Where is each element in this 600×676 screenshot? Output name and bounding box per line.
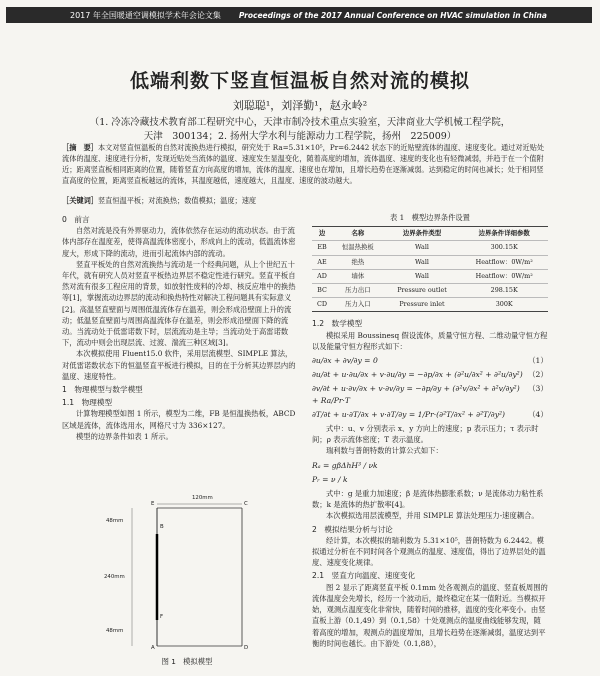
affiliation-line-2: 天津 300134；2. 扬州大学水利与能源动力工程学院，扬州 225009） (143, 131, 457, 142)
table-cell: 300.15K (460, 241, 548, 255)
keywords-text: 竖直恒温平板；对流换热；数值模拟；温度；速度 (97, 196, 257, 205)
table-cell: CD (312, 298, 332, 312)
equation-2 (312, 369, 548, 380)
subsection-heading: 2.1 竖直方向温度、速度变化 (312, 571, 416, 581)
height-label: 48mm (106, 518, 124, 524)
equation-body: ∂u/∂x + ∂v/∂y = 0 (312, 356, 378, 366)
table-cell: Pressure outlet (384, 284, 461, 298)
point-label: F (160, 614, 164, 620)
paragraph: 计算物理模型如图 1 所示，模型为二维，FB 是恒温换热板，ABCD 区域是流体，流体选用水，网格尺寸为 336×127。 (62, 409, 296, 430)
width-label: 120mm (192, 495, 213, 501)
table-row (312, 284, 548, 298)
table-cell: AE (312, 255, 332, 269)
equation-1 (312, 355, 548, 366)
table-cell: Heatflow：0W/m² (460, 255, 548, 269)
paragraph: 本次模拟选用层流模型，并用 SIMPLE 算法处理压力-速度耦合。 (326, 511, 539, 521)
equation-body: ∂T/∂t + u·∂T/∂x + v·∂T/∂y = 1/Pr·(∂²T/∂x² + ∂²T/∂y²) (312, 409, 505, 419)
paper-title: 低端利数下竖直恒温板自然对流的模拟 (129, 70, 470, 92)
point-label: D (244, 645, 249, 651)
subsection-heading: 1.1 物理模型 (62, 398, 113, 408)
table-cell: Wall (384, 255, 461, 269)
table-cell: 恒温热换板 (332, 241, 384, 255)
section-heading: 1 物理模型与数学模型 (62, 385, 143, 395)
model-schematic (102, 500, 272, 648)
paragraph: 式中：u、v 分别表示 x、y 方向上的速度；p 表示压力；τ 表示时间；ρ 表示流体密度；T 表示温度。 (312, 424, 539, 445)
section-heading: 0 前言 (62, 215, 90, 224)
figure-model-diagram (102, 495, 272, 651)
table-header-row (312, 227, 548, 241)
table-row (312, 269, 548, 283)
paragraph: 竖直平板处的自然对流换热与流动是一个经典问题，从上个世纪五十年代，就有研究人员对竖直平板热边界层不稳定性进行研究。竖直平板自然对流有很多工程应用的背景，如放射性废料的冷却、核反应堆中的换热等[1]，掌握流动边界层的流动和换热特性对解决工程问题具有实际意义[2]。高温竖直壁面与周围低温流体存在温差，则会形成沿壁面上升的流动；低温竖直壁面与周围高温流体存在温差，则会形成沿壁面下降的流动。当流动处于低雷诺数下时，层流流动是主导；当流动处于高雷诺数下，流动中则会出现层流、过渡、湍流三种区域[3]。 (62, 259, 296, 348)
point-label: C (244, 501, 248, 507)
paragraph: 本次模拟使用 Fluent15.0 软件，采用层流模型、SIMPLE 算法，对低雷诺数状态下的恒温竖直平板进行模拟，目的在于分析其边界层内的温度、速度特性。 (62, 349, 296, 381)
table-cell: 300K (460, 298, 548, 312)
paragraph: 瑞利数与普朗特数的计算公式如下： (326, 446, 443, 456)
paragraph: 式中：g 是重力加速度；β 是流体热膨胀系数；ν 是流体动力粘性系数；k 是流体的热扩散率[4]。 (312, 489, 544, 510)
paragraph: 图 2 显示了距离竖直平板 0.1mm 处各观测点的温度、竖直板周围的流体温度会先增长，经历一个波动后，最终稳定在某一值附近。当模拟开始，观测点温度变化非常快，随着时间的推移，温度的变化率变小。由竖直板上游（0.1,49）到（0.1,58）十处观测点的温度曲线能够发现，随着高度的增加，观测点的温度增加，且增长趋势在逐渐减弱，温度达到平衡的时间也越长。由下游处（0.1,88）， (312, 582, 548, 648)
equation-number: （4） (527, 409, 548, 419)
figure-caption: 图 1 模拟模型 (161, 657, 213, 666)
abstract-label: ［摘 要］ (62, 143, 98, 152)
table-cell: Pressure inlet (384, 298, 461, 312)
equation-prandtl (312, 474, 548, 485)
boundary-conditions-table (312, 226, 548, 312)
table-header: 边界条件详细参数 (460, 227, 548, 241)
table-cell: Heatflow：0W/m² (460, 269, 548, 283)
equation-body: ∂u/∂t + u·∂u/∂x + v·∂u/∂y = −∂p/∂x + (∂²u/∂x² + ∂²u/∂y²) (312, 370, 523, 380)
equation-body: Pᵣ = ν / k (312, 474, 348, 484)
right-column (312, 212, 548, 649)
table-cell: 压力出口 (332, 284, 384, 298)
table-header: 名称 (332, 227, 384, 241)
abstract-text: 本文对竖直恒温板的自然对流换热进行模拟，研究处于 Ra=5.31×10⁵，Pr=6.2442 状态下的近贴壁流体的温度、速度变化。通过对近贴处流体的温度、速度进行分析，发现近贴处当流体的温度、速度发生显温变化，随着高度的增加，流体温度、速度的变化也有轻微减弱，并趋于在一个值附近；距离竖直板相同距离的位置，随着竖直方向高度的增加，流体的温度、速度也在增加，且增长趋势在逐渐减弱。达到稳定的时间也减长；处于相同竖直高度的位置，距离竖直板越远的流体，其温度越低，速度越大，且温度、速度的波动越大。 (62, 143, 545, 185)
table-cell: Wall (384, 241, 461, 255)
equation-number: （2） (527, 370, 548, 380)
height-label: 240mm (104, 574, 125, 580)
table-row (312, 298, 548, 312)
paragraph: 自然对流是没有外界驱动力，流体依然存在运动的流动状态。由于流体内部存在温度差，使得高温流体密度小，形成向上的流动，低温流体密度大，形成下降的流动，进而引起流体内部的流动。 (62, 226, 296, 258)
table-cell: 绝热 (332, 255, 384, 269)
equation-3 (312, 383, 548, 405)
table-cell: 298.15K (460, 284, 548, 298)
equation-rayleigh (312, 460, 548, 471)
keywords-label: ［关键词］ (62, 196, 98, 205)
point-label: E (151, 501, 155, 507)
point-label: B (160, 524, 164, 530)
table-cell: 压力入口 (332, 298, 384, 312)
table-header: 边界条件类型 (384, 227, 461, 241)
table-row (312, 241, 548, 255)
table-row (312, 255, 548, 269)
equation-number: （1） (527, 356, 548, 366)
section-heading: 2 模拟结果分析与讨论 (312, 524, 393, 534)
height-label: 48mm (106, 628, 124, 634)
table-cell: BC (312, 284, 332, 298)
table-cell: 墙体 (332, 269, 384, 283)
table-cell: EB (312, 241, 332, 255)
authors: 刘聪聪¹，刘泽勤¹，赵永岭² (232, 99, 368, 112)
equation-body: ∂v/∂t + u·∂v/∂x + v·∂v/∂y = −∂p/∂y + (∂²v/∂x² + ∂²v/∂y²) + Ra/Pr·T (312, 384, 520, 405)
conference-title-en: Proceedings of the 2017 Annual Conference on HVAC simulation in China (238, 10, 547, 20)
point-label: A (151, 645, 155, 651)
conference-title-cn: 2017 年全国暖通空调模拟学术年会论文集 (70, 10, 221, 20)
table-cell: AD (312, 269, 332, 283)
left-column (62, 212, 296, 442)
equation-4 (312, 409, 548, 420)
table-caption: 表 1 模型边界条件设置 (390, 213, 470, 222)
affiliation-line-1: （1. 冷冻冷藏技术教育部工程研究中心，天津市制冷技术重点实验室，天津商业大学机械工程学院， (89, 117, 511, 128)
equation-number: （3） (527, 384, 548, 394)
table-cell: Wall (384, 269, 461, 283)
paragraph: 模型的边界条件如表 1 所示。 (76, 431, 173, 441)
equation-body: Rₐ = gβΔhH³ / νk (312, 460, 378, 470)
subsection-heading: 1.2 数学模型 (312, 319, 363, 329)
running-header (6, 7, 592, 23)
paragraph: 经计算，本次模拟的瑞利数为 5.31×10⁵，普朗特数为 6.2442。模拟通过分析在不同时间各个观测点的温度、速度值，得出了边界层处的温度、速度变化规律。 (312, 535, 546, 568)
paragraph: 模拟采用 Boussinesq 假设流体，质量守恒方程、二维动量守恒方程以及能量守恒方程形式如下： (312, 330, 548, 351)
abstract (62, 142, 548, 186)
keywords (62, 196, 548, 206)
table-header: 边 (312, 227, 332, 241)
